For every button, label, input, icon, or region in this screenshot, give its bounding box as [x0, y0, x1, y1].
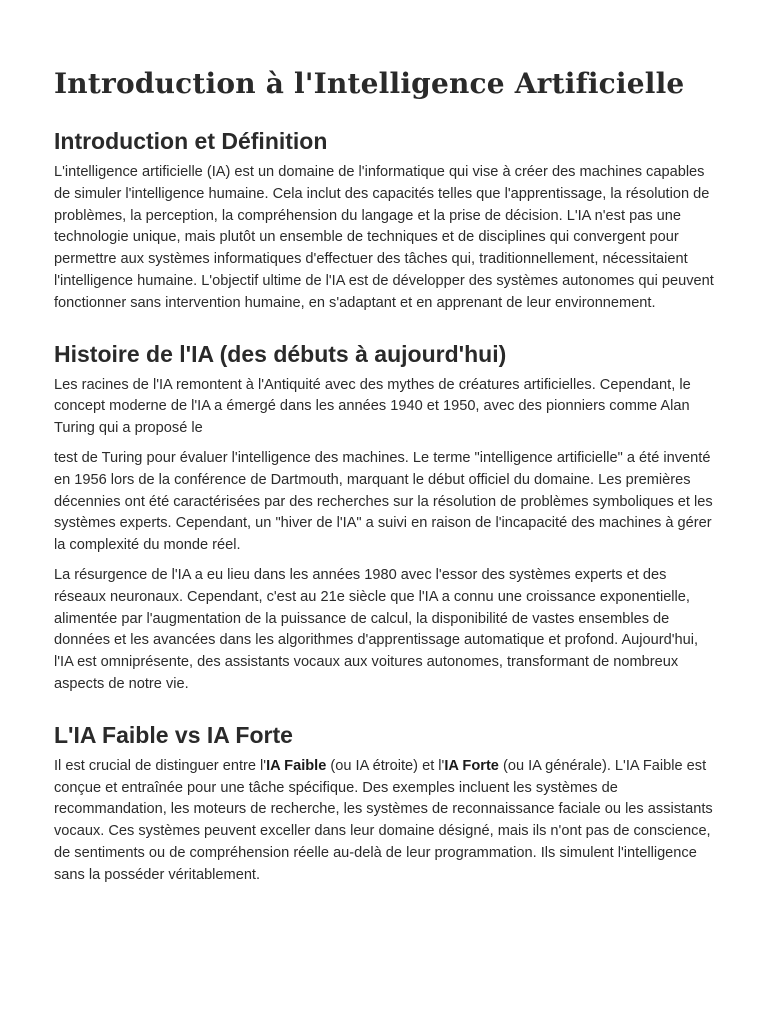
section-introduction: [54, 126, 714, 315]
section-histoire: [54, 339, 714, 696]
section-paragraph: Les racines de l'IA remontent à l'Antiquité avec des mythes de créatures artificielles. Cependant, le concept moderne de l'IA a émergé dans les années 1940 et 1950, avec des pionniers comme Alan Turing qui a proposé le: [54, 376, 691, 437]
section-paragraph: L'intelligence artificielle (IA) est un domaine de l'informatique qui vise à créer des machines capables de simuler l'intelligence humaine. Cela inclut des capacités telles que l'apprentissage, la résolution de problèmes, la perception, la compréhension du langage et la prise de décision. L'IA n'est pas une technologie unique, mais plutôt un ensemble de techniques et de disciplines qui convergent pour permettre aux systèmes informatiques d'effectuer des tâches qui, traditionnellement, nécessitaient l'intelligence humaine. L'objectif ultime de l'IA est de développer des systèmes autonomes qui peuvent fonctionner sans intervention humaine, en s'adaptant et en apprenant de leur environnement.: [54, 164, 714, 311]
section-paragraph: [54, 756, 714, 887]
bold-term-ia-forte: IA Forte: [444, 757, 499, 774]
text-run: Il est crucial de distinguer entre l': [54, 757, 267, 774]
text-run: (ou IA étroite) et l': [326, 757, 445, 774]
section-heading: Introduction et Définition: [54, 128, 328, 154]
section-paragraph: test de Turing pour évaluer l'intelligence des machines. Le terme "intelligence artificielle" a été inventé en 1956 lors de la conférence de Dartmouth, marquant le début officiel du domaine. Les premières décennies ont été caractérisées par des recherches sur la résolution de problèmes symboliques et les systèmes experts. Cependant, un "hiver de l'IA" a suivi en raison de l'incapacité des machines à gérer la complexité du monde réel.: [54, 449, 713, 554]
document-title: Introduction à l'Intelligence Artificielle: [54, 67, 685, 100]
section-ia-faible-forte: [54, 720, 714, 887]
bold-term-ia-faible: IA Faible: [266, 757, 327, 774]
section-paragraph: La résurgence de l'IA a eu lieu dans les années 1980 avec l'essor des systèmes experts et des réseaux neuronaux. Cependant, c'est au 21e siècle que l'IA a connu une croissance exponentielle, alimentée par l'augmentation de la puissance de calcul, la disponibilité de vastes ensembles de données et les avancées dans les algorithmes d'apprentissage automatique et profond. Aujourd'hui, l'IA est omniprésente, des assistants vocaux aux voitures autonomes, transformant de nombreux aspects de notre vie.: [54, 566, 699, 692]
text-run: (ou IA générale). L'IA Faible est conçue et entraînée pour une tâche spécifique. Des exemples incluent les systèmes de recommandation, les moteurs de recherche, les systèmes de reconnaissance faciale ou les assistants vocaux. Ces systèmes peuvent exceller dans leur domaine désigné, mais ils n'ont pas de conscience, de sentiments ou de compréhension réelle au-delà de leur programmation. Ils simulent l'intelligence sans la posséder véritablement.: [54, 757, 713, 883]
section-heading: L'IA Faible vs IA Forte: [54, 721, 293, 748]
section-heading: Histoire de l'IA (des débuts à aujourd'hui): [54, 340, 507, 367]
